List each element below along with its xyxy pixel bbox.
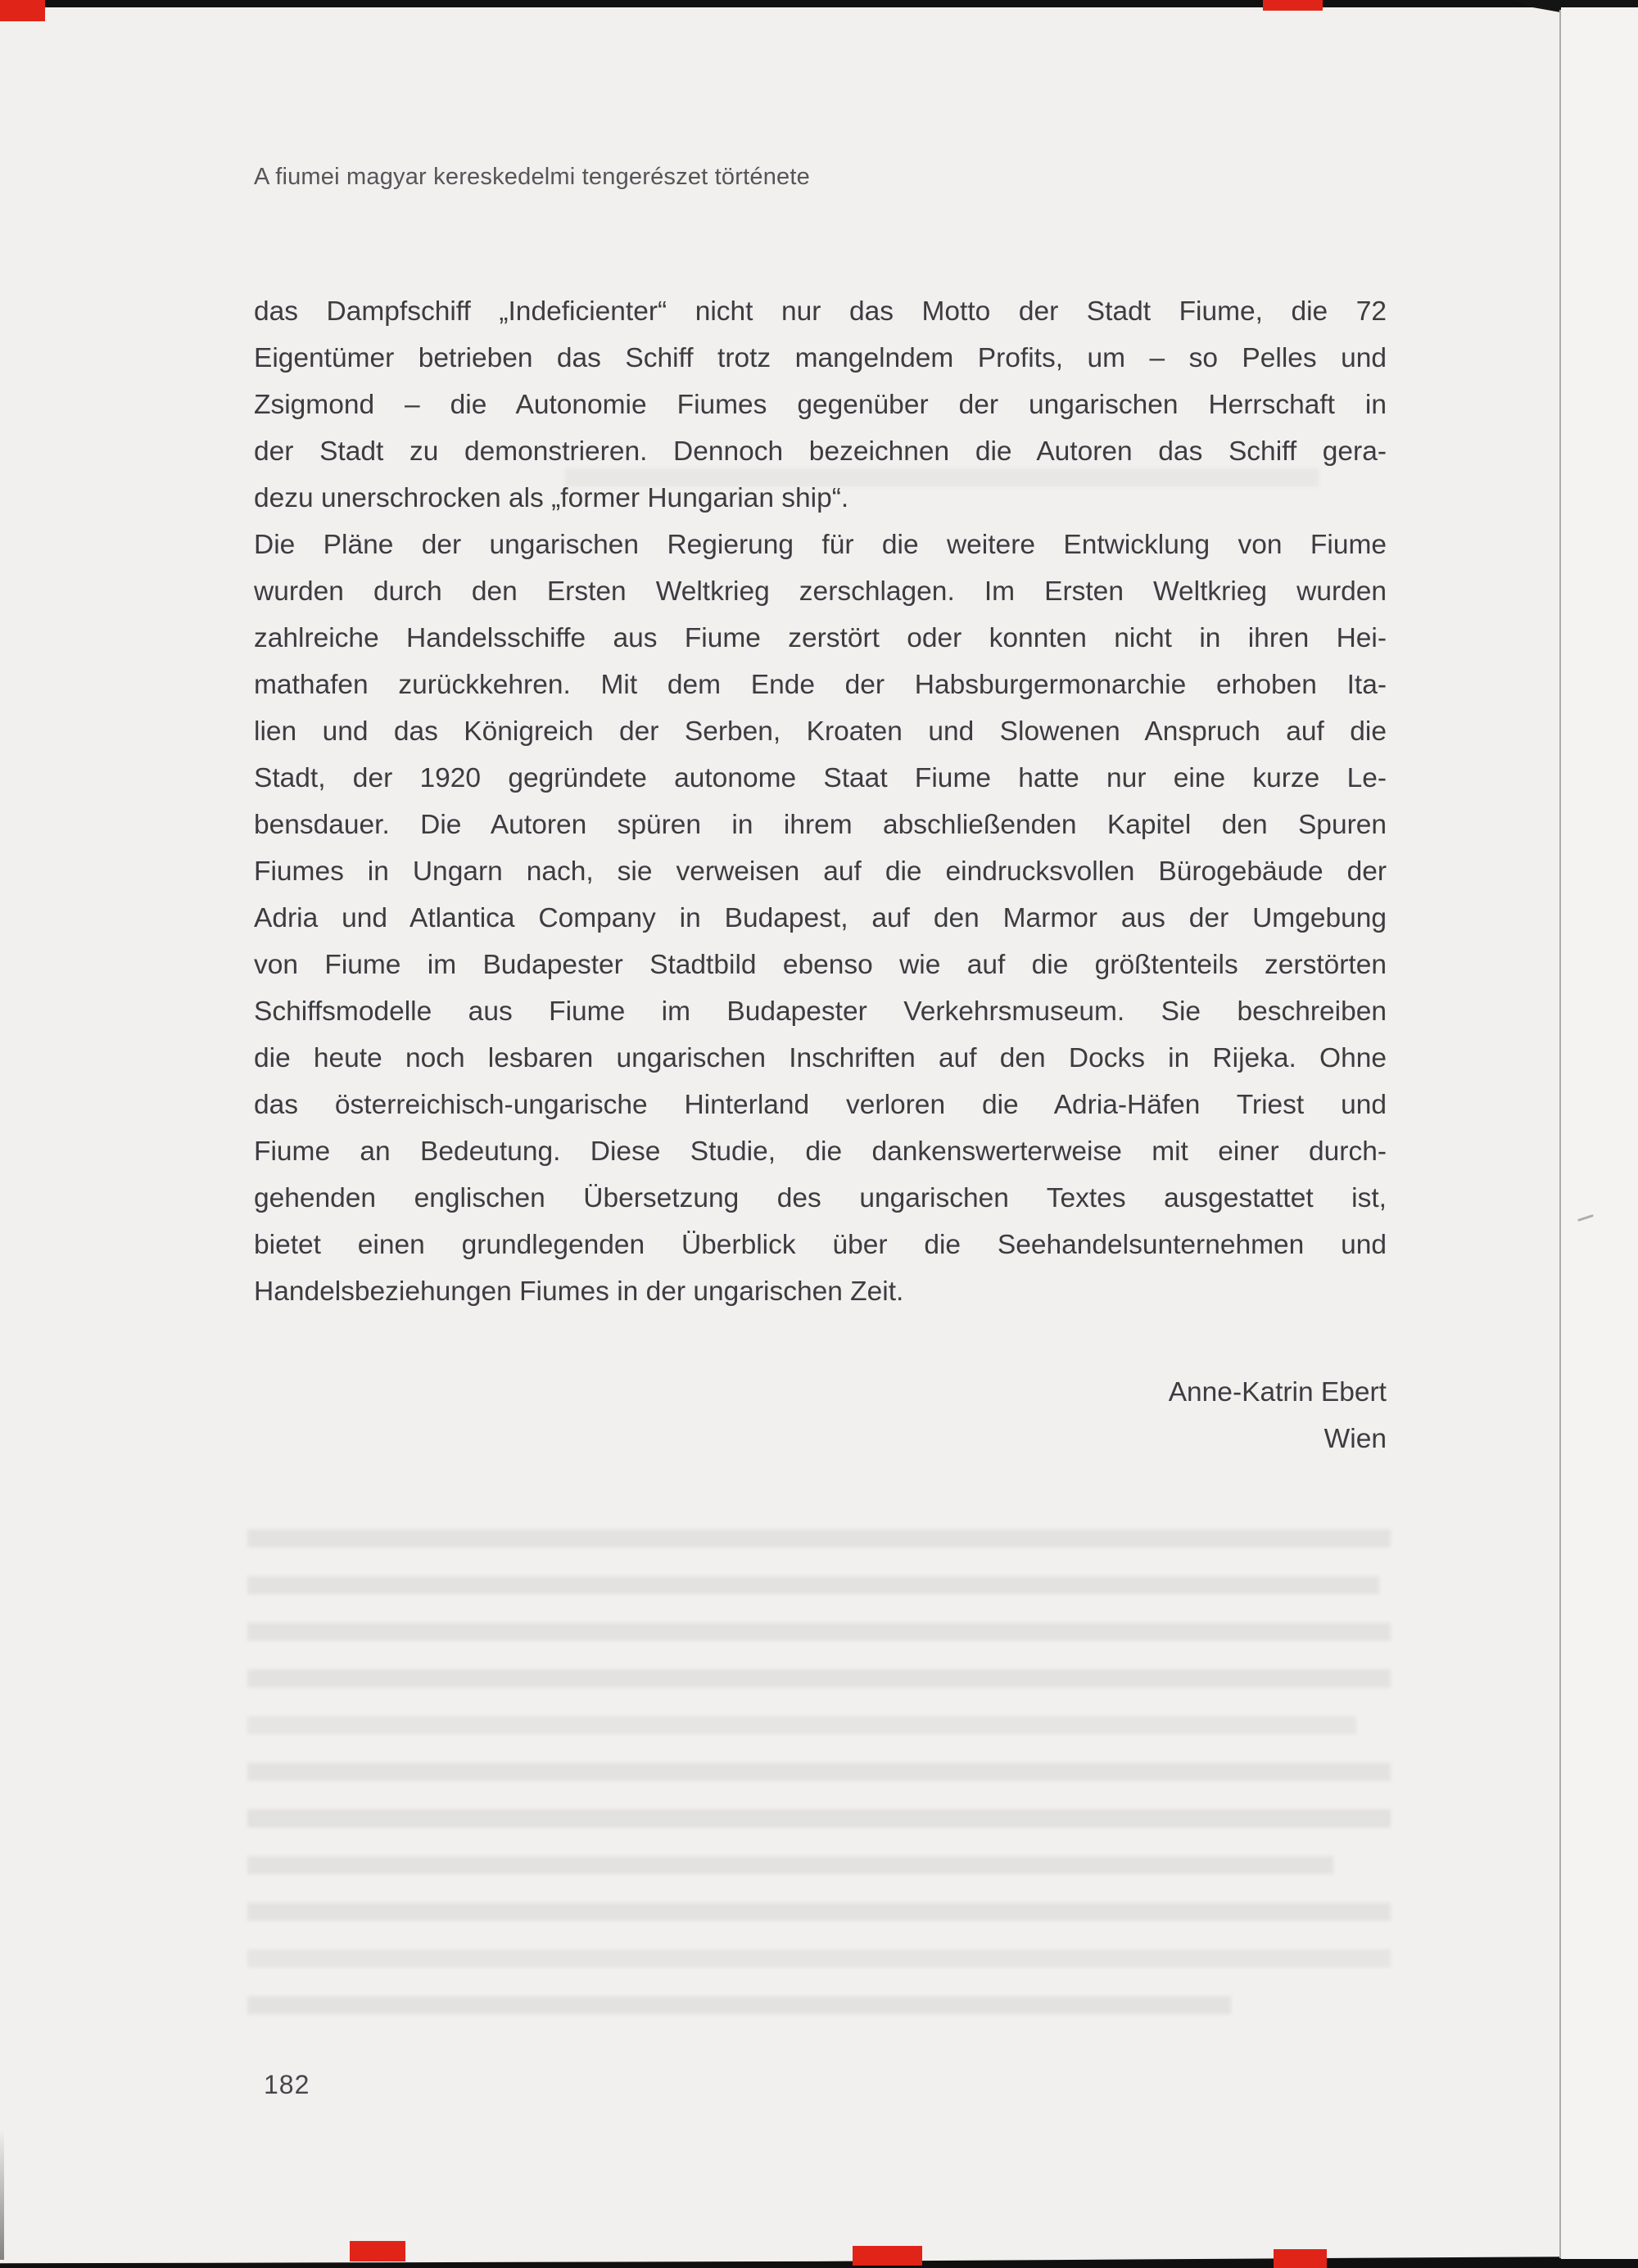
- body-line: wurden durch den Ersten Weltkrieg zerschlagen. Im Ersten Weltkrieg wurden: [254, 576, 1387, 607]
- body-line: Die Pläne der ungarischen Regierung für die weitere Entwicklung von Fiume: [254, 530, 1387, 560]
- body-line: Fiume an Bedeutung. Diese Studie, die dankenswerterweise mit einer durch-: [254, 1136, 1387, 1167]
- page-left-edge-shadow: [0, 2129, 4, 2260]
- body-line: Zsigmond – die Autonomie Fiumes gegenüber der ungarischen Herrschaft in: [254, 390, 1387, 420]
- body-line: Handelsbeziehungen Fiumes in der ungarischen Zeit.: [254, 1276, 904, 1307]
- page-edge-strip: [1561, 7, 1638, 2259]
- body-line: die heute noch lesbaren ungarischen Inschriften auf den Docks in Rijeka. Ohne: [254, 1043, 1387, 1073]
- running-header: A fiumei magyar kereskedelmi tengerészet története: [254, 164, 810, 190]
- body-line: gehenden englischen Übersetzung des ungarischen Textes ausgestattet ist,: [254, 1183, 1387, 1213]
- scan-border-top: [0, 0, 1638, 7]
- author-signature: [254, 1369, 1387, 1462]
- red-scan-mark-top-right: [1263, 0, 1323, 11]
- author-place: Wien: [1324, 1424, 1387, 1454]
- red-scan-mark-bottom-right: [1274, 2249, 1327, 2268]
- body-line: Stadt, der 1920 gegründete autonome Staat Fiume hatte nur eine kurze Le-: [254, 763, 1387, 793]
- body-line: Schiffsmodelle aus Fiume im Budapester Verkehrsmuseum. Sie beschreiben: [254, 996, 1387, 1027]
- page-edge-line: [1559, 10, 1561, 2258]
- red-scan-mark-bottom-center: [853, 2246, 922, 2266]
- body-line: bietet einen grundlegenden Überblick über die Seehandelsunternehmen und: [254, 1230, 1387, 1260]
- scan-border-bottom: [0, 2256, 1638, 2268]
- red-scan-mark-top-left: [0, 0, 45, 21]
- body-line: das österreichisch-ungarische Hinterland verloren die Adria-Häfen Triest und: [254, 1090, 1387, 1120]
- body-line: mathafen zurückkehren. Mit dem Ende der Habsburgermonarchie erhoben Ita-: [254, 670, 1387, 700]
- body-line: dezu unerschrocken als „former Hungarian ship“.: [254, 483, 849, 513]
- body-line: bensdauer. Die Autoren spüren in ihrem abschließenden Kapitel den Spuren: [254, 810, 1387, 840]
- body-line: der Stadt zu demonstrieren. Dennoch bezeichnen die Autoren das Schiff gera-: [254, 436, 1387, 467]
- body-line: Fiumes in Ungarn nach, sie verweisen auf die eindrucksvollen Bürogebäude der: [254, 856, 1387, 887]
- red-scan-mark-bottom-left: [350, 2241, 405, 2261]
- body-line: von Fiume im Budapester Stadtbild ebenso wie auf die größtenteils zerstörten: [254, 950, 1387, 980]
- body-line: lien und das Königreich der Serben, Kroaten und Slowenen Anspruch auf die: [254, 716, 1387, 747]
- author-name: Anne-Katrin Ebert: [1168, 1377, 1387, 1407]
- page-number: 182: [264, 2070, 310, 2099]
- body-line: zahlreiche Handelsschiffe aus Fiume zerstört oder konnten nicht in ihren Hei-: [254, 623, 1387, 653]
- body-text: [254, 288, 1387, 1315]
- body-line: Adria und Atlantica Company in Budapest, auf den Marmor aus der Umgebung: [254, 903, 1387, 933]
- body-line: Eigentümer betrieben das Schiff trotz mangelndem Profits, um – so Pelles und: [254, 343, 1387, 373]
- bleed-through-text: [247, 1529, 1391, 2043]
- body-line: das Dampfschiff „Indeficienter“ nicht nur das Motto der Stadt Fiume, die 72: [254, 296, 1387, 327]
